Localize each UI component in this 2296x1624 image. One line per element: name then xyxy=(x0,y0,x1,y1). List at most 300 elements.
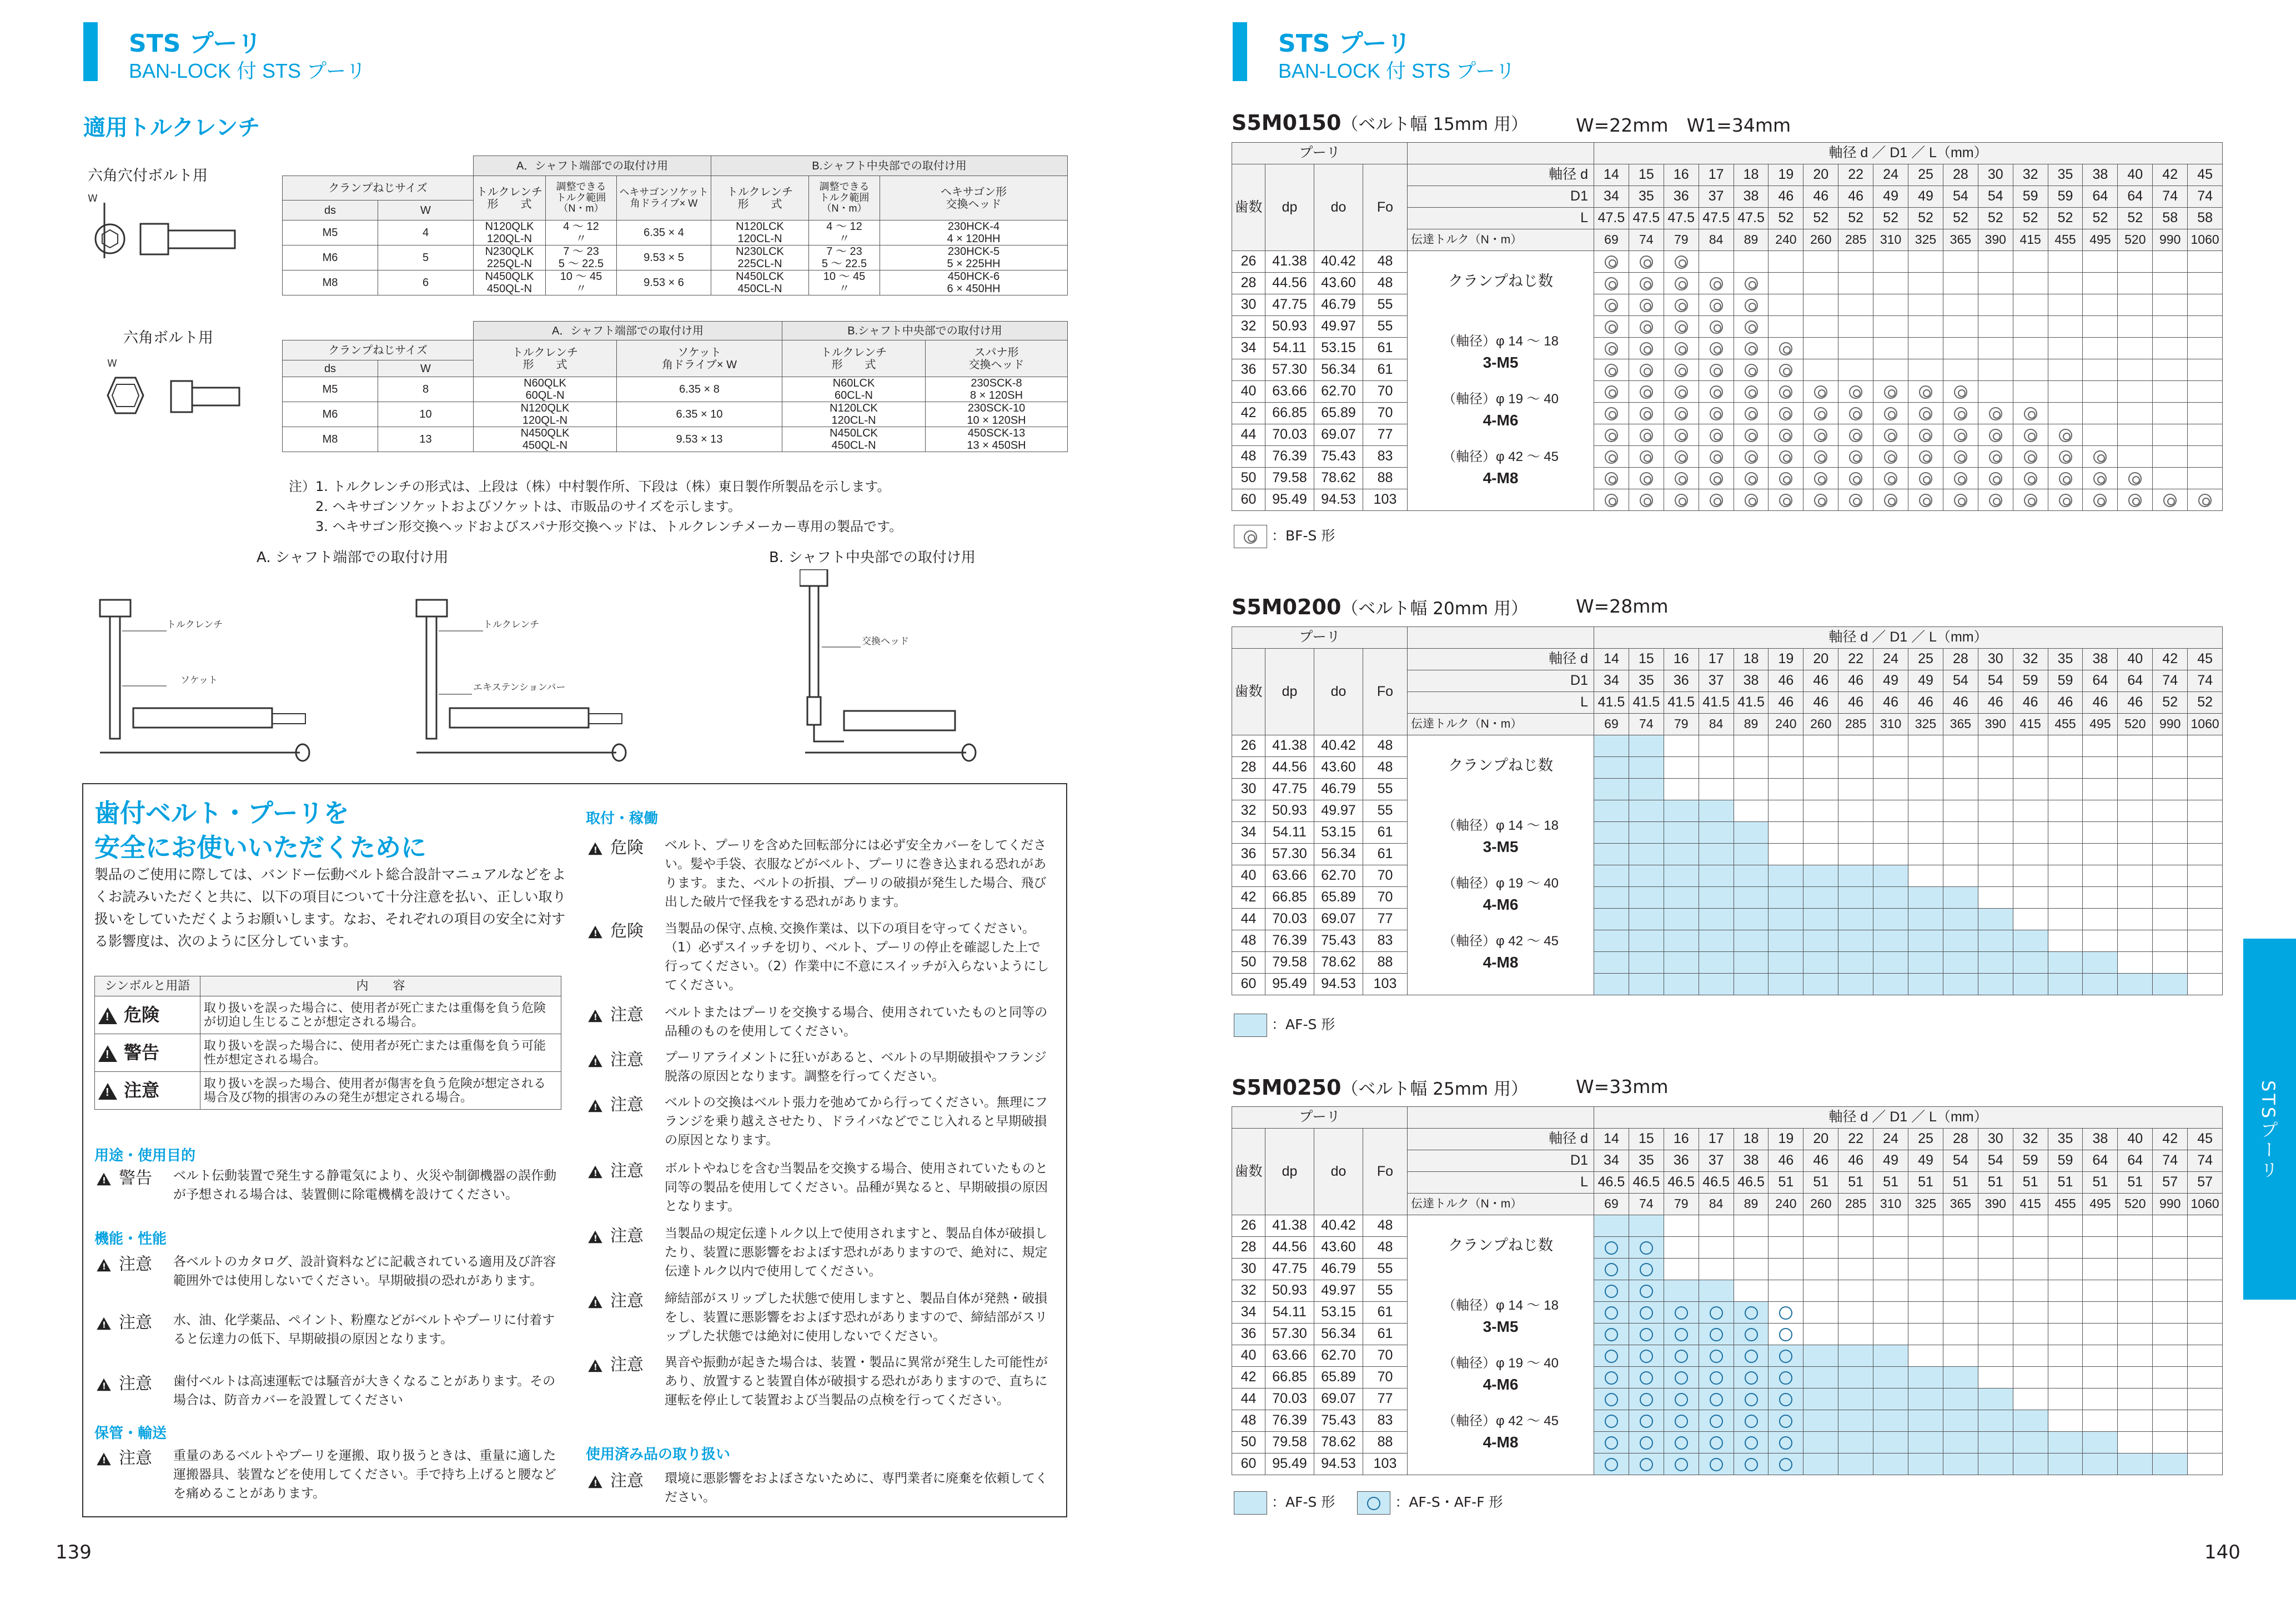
availability-cell xyxy=(2083,1432,2118,1453)
availability-cell xyxy=(2048,251,2083,273)
availability-cell xyxy=(1734,424,1769,446)
availability-cell xyxy=(2083,735,2118,757)
safety-term-text: 注意 xyxy=(610,1005,644,1025)
pulley-cell: 26 xyxy=(1232,251,1265,273)
availability-cell xyxy=(1943,489,1978,511)
availability-cell xyxy=(2083,1367,2118,1389)
clamp-group-range: （軸径）φ 42 〜 45 xyxy=(1443,934,1559,949)
availability-cell xyxy=(1734,294,1769,316)
availability-cell xyxy=(1908,1389,1943,1410)
value-cell: 79 xyxy=(1664,1194,1699,1215)
availability-cell xyxy=(1769,1345,1803,1367)
col-header-dp: dp xyxy=(1265,164,1314,251)
availability-cell xyxy=(1838,1280,1873,1302)
bf-s-mark xyxy=(2093,450,2107,464)
availability-cell xyxy=(1769,930,1803,952)
availability-cell xyxy=(1629,1345,1664,1367)
pulley-row xyxy=(1232,1324,2223,1345)
availability-cell xyxy=(1769,779,1803,800)
value-cell: 18 xyxy=(1734,1129,1769,1150)
value-cell: 1060 xyxy=(2188,1194,2223,1215)
availability-cell xyxy=(1734,779,1769,800)
table-cell: N60LCK 60CL-N xyxy=(782,377,926,402)
af-f-mark xyxy=(1605,1263,1618,1276)
availability-cell xyxy=(2153,1367,2188,1389)
availability-cell xyxy=(2118,1367,2153,1389)
bf-s-mark xyxy=(1605,255,1618,269)
bf-s-mark xyxy=(1710,450,1723,464)
clamp-group-range: （軸径）φ 14 〜 18 xyxy=(1443,1298,1559,1313)
af-f-mark xyxy=(1779,1306,1792,1320)
pulley-header: プーリ xyxy=(1232,1107,1408,1129)
availability-cell xyxy=(2188,757,2223,779)
col-header-fo: Fo xyxy=(1363,164,1408,251)
availability-cell xyxy=(1838,779,1873,800)
af-f-mark xyxy=(1745,1393,1758,1406)
value-cell: 415 xyxy=(2013,1194,2048,1215)
safety-text: ベルト、プーリを含めた回転部分には必ず安全カバーをしてください。髪や手袋、衣服などがベルト、プーリに巻き込まれる恐れがあります。また、ベルトの折損、プーリの破損が発生した場合、飛び出した破片で怪我をする恐れがあります。 xyxy=(665,838,1047,909)
value-cell: 18 xyxy=(1734,164,1769,186)
legend-t3 xyxy=(1234,1491,1503,1515)
availability-cell xyxy=(1838,952,1873,974)
value-cell: 260 xyxy=(1803,1194,1838,1215)
value-cell: 45 xyxy=(2188,1129,2223,1150)
symbol-term-text: 危険 xyxy=(124,1004,160,1025)
availability-cell xyxy=(1978,489,2013,511)
availability-cell xyxy=(1629,1324,1664,1345)
value-cell: 51 xyxy=(1838,1172,1873,1194)
value-cell: 36 xyxy=(1664,1150,1699,1172)
pulley-row xyxy=(1232,1215,2223,1237)
availability-cell xyxy=(1629,1367,1664,1389)
availability-cell xyxy=(1769,887,1803,909)
af-f-mark xyxy=(1779,1415,1792,1428)
pulley-cell: 54.11 xyxy=(1265,1302,1314,1324)
pulley-table-s5m0200 xyxy=(1232,626,2223,995)
right-page-title: STS プーリ xyxy=(1278,29,1411,58)
availability-cell xyxy=(1838,468,1873,489)
value-cell: 22 xyxy=(1838,649,1873,670)
col-header: スパナ形 交換ヘッド xyxy=(926,340,1068,377)
availability-cell xyxy=(1664,1345,1699,1367)
availability-cell xyxy=(1734,489,1769,511)
availability-cell xyxy=(1699,930,1734,952)
pulley-header: プーリ xyxy=(1232,627,1408,649)
safety-text: プーリアライメントに狂いがあると、ベルトの早期破損やフランジ脱落の原因となります。調整を行ってください。 xyxy=(665,1050,1047,1084)
pulley-cell: 48 xyxy=(1363,251,1408,273)
table-cell: N120LCK 120CL-N xyxy=(711,220,809,245)
value-cell: 16 xyxy=(1664,649,1699,670)
table-cell: 9.53 × 13 xyxy=(617,427,782,452)
af-f-mark xyxy=(1745,1350,1758,1363)
availability-cell xyxy=(1594,757,1629,779)
availability-cell xyxy=(1664,735,1699,757)
warning-icon xyxy=(97,1378,111,1391)
clamp-group-range: （軸径）φ 14 〜 18 xyxy=(1443,818,1559,833)
availability-cell xyxy=(2153,403,2188,424)
bf-s-mark xyxy=(2024,429,2037,442)
pulley-cell: 41.38 xyxy=(1265,251,1314,273)
bf-s-mark xyxy=(1745,429,1758,442)
fig-label-head: 交換ヘッド xyxy=(862,636,909,647)
value-cell: 285 xyxy=(1838,229,1873,251)
availability-cell xyxy=(2118,1302,2153,1324)
pulley-cell: 40 xyxy=(1232,381,1265,403)
availability-cell xyxy=(1629,800,1664,822)
availability-cell xyxy=(2188,952,2223,974)
availability-cell xyxy=(2118,316,2153,338)
availability-cell xyxy=(1803,822,1838,844)
availability-cell xyxy=(2013,1259,2048,1280)
table-cell: N230QLK 225QL-N xyxy=(474,245,546,270)
pulley-cell: 40 xyxy=(1232,1345,1265,1367)
value-cell: 64 xyxy=(2083,186,2118,208)
bf-s-mark xyxy=(1605,277,1618,290)
value-cell: 57 xyxy=(2153,1172,2188,1194)
table-cell: 230SCK-10 10 × 120SH xyxy=(926,402,1068,427)
availability-cell xyxy=(1803,1215,1838,1237)
pulley-row xyxy=(1232,446,2223,468)
pulley-cell: 69.07 xyxy=(1314,1389,1363,1410)
availability-cell xyxy=(1734,1259,1769,1280)
bf-s-mark xyxy=(1745,364,1758,377)
bf-s-mark xyxy=(1710,277,1723,290)
pulley-cell: 53.15 xyxy=(1314,338,1363,359)
af-f-mark xyxy=(1779,1328,1792,1341)
availability-cell xyxy=(2188,930,2223,952)
availability-cell xyxy=(2118,1389,2153,1410)
availability-cell xyxy=(1908,952,1943,974)
value-cell: 40 xyxy=(2118,164,2153,186)
availability-cell xyxy=(1908,735,1943,757)
availability-cell xyxy=(1594,779,1629,800)
side-tab-label: STSプーリ xyxy=(2258,1080,2279,1181)
availability-cell xyxy=(2013,1280,2048,1302)
pulley-cell: 48 xyxy=(1363,1237,1408,1259)
bf-s-mark xyxy=(1919,472,1932,485)
availability-cell xyxy=(2153,381,2188,403)
value-cell: 32 xyxy=(2013,649,2048,670)
pulley-cell: 55 xyxy=(1363,294,1408,316)
availability-cell xyxy=(1699,1410,1734,1432)
safety-intro: 製品のご使用に際しては、バンドー伝動ベルト総合設計マニュアルなどをよくお読みいただくと共に、以下の項目について十分注意を払い、正しい取り扱いをしていただくようお願いします。なお、それぞれの項目の安全に対する影響度は、次のように区分しています。 xyxy=(94,866,566,949)
availability-cell xyxy=(1664,844,1699,865)
availability-cell xyxy=(1908,779,1943,800)
availability-cell xyxy=(1594,403,1629,424)
value-cell: 52 xyxy=(1803,208,1838,229)
availability-cell xyxy=(1734,1302,1769,1324)
availability-cell xyxy=(2013,952,2048,974)
availability-cell xyxy=(1943,446,1978,468)
availability-cell xyxy=(1838,1389,1873,1410)
availability-cell xyxy=(1629,1259,1664,1280)
availability-cell xyxy=(1943,1324,1978,1345)
warning-icon xyxy=(588,1295,602,1308)
availability-cell xyxy=(1908,338,1943,359)
bf-s-mark xyxy=(1675,450,1688,464)
value-cell: 47.5 xyxy=(1664,208,1699,229)
availability-cell xyxy=(2083,446,2118,468)
pulley-cell: 69.07 xyxy=(1314,424,1363,446)
availability-cell xyxy=(1594,359,1629,381)
value-cell: 74 xyxy=(1629,229,1664,251)
table-cell: 10 〜 45 〃 xyxy=(809,270,880,295)
availability-cell xyxy=(1769,338,1803,359)
value-cell: 310 xyxy=(1873,229,1908,251)
availability-cell xyxy=(2048,930,2083,952)
table-cell: 10 〜 45 〃 xyxy=(546,270,617,295)
value-cell: 30 xyxy=(1978,649,2013,670)
value-cell: 52 xyxy=(2118,208,2153,229)
availability-cell xyxy=(1803,909,1838,930)
header-blank xyxy=(1408,143,1594,164)
safety-term xyxy=(586,1467,644,1491)
clamp-group-screw: 4-M8 xyxy=(1483,1433,1519,1451)
table-cell: 230SCK-8 8 × 120SH xyxy=(926,377,1068,402)
availability-cell xyxy=(2013,1215,2048,1237)
value-cell: 14 xyxy=(1594,1129,1629,1150)
availability-cell xyxy=(2013,359,2048,381)
value-cell: 19 xyxy=(1769,1129,1803,1150)
safety-text: ベルトの交換はベルト張力を弛めてから行ってください。無理にフランジを乗り越えさせたり、ドライバなどでこじ入れると早期破損の原因となります。 xyxy=(665,1095,1048,1147)
bf-s-mark xyxy=(1919,450,1932,464)
availability-cell xyxy=(1664,1367,1699,1389)
warning-icon xyxy=(588,1099,602,1112)
availability-cell xyxy=(1873,359,1908,381)
availability-cell xyxy=(1908,822,1943,844)
availability-cell xyxy=(1803,1453,1838,1475)
safety-term xyxy=(586,1157,644,1181)
availability-cell xyxy=(1734,316,1769,338)
bf-s-mark xyxy=(1954,494,1967,507)
availability-cell xyxy=(2048,359,2083,381)
availability-cell xyxy=(1594,446,1629,468)
value-cell: 28 xyxy=(1943,1129,1978,1150)
availability-cell xyxy=(1873,1324,1908,1345)
pulley-cell: 56.34 xyxy=(1314,844,1363,865)
pulley-cell: 62.70 xyxy=(1314,1345,1363,1367)
availability-cell xyxy=(2083,887,2118,909)
pulley-cell: 54.11 xyxy=(1265,338,1314,359)
bf-s-mark xyxy=(2059,494,2072,507)
availability-cell xyxy=(1803,1280,1838,1302)
availability-cell xyxy=(1734,844,1769,865)
availability-cell xyxy=(1734,381,1769,403)
value-cell: 41.5 xyxy=(1594,692,1629,714)
pulley-cell: 48 xyxy=(1363,273,1408,294)
availability-cell xyxy=(1769,909,1803,930)
bf-s-mark xyxy=(2093,472,2107,485)
pulley-row xyxy=(1232,1302,2223,1324)
bf-s-mark xyxy=(1745,472,1758,485)
value-cell: 38 xyxy=(1734,186,1769,208)
bf-s-mark xyxy=(1675,299,1688,312)
availability-cell xyxy=(1838,974,1873,995)
availability-cell xyxy=(2048,489,2083,511)
pulley-cell: 79.58 xyxy=(1265,952,1314,974)
af-f-mark xyxy=(1640,1285,1653,1298)
value-cell: 52 xyxy=(1978,208,2013,229)
af-f-mark xyxy=(1605,1350,1618,1363)
col-header: 調整できる トルク範囲 （N・m） xyxy=(546,176,617,220)
availability-cell xyxy=(2188,822,2223,844)
safety-section-title: 用途・使用目的 xyxy=(94,1147,196,1164)
availability-cell xyxy=(1629,1237,1664,1259)
availability-cell xyxy=(1664,974,1699,995)
availability-cell xyxy=(1873,273,1908,294)
pulley-cell: 50.93 xyxy=(1265,316,1314,338)
availability-cell xyxy=(1769,1389,1803,1410)
value-cell: 46 xyxy=(1803,670,1838,692)
af-f-mark xyxy=(1640,1436,1653,1450)
availability-cell xyxy=(2188,1259,2223,1280)
availability-cell xyxy=(2153,887,2188,909)
section-title: 適用トルクレンチ xyxy=(83,115,260,141)
safety-term xyxy=(586,1046,644,1070)
availability-cell xyxy=(1769,446,1803,468)
value-cell: 74 xyxy=(2153,670,2188,692)
pulley-cell: 70 xyxy=(1363,1345,1408,1367)
bf-s-mark xyxy=(1954,429,1967,442)
table-row xyxy=(283,220,1068,245)
safety-term-text: 危険 xyxy=(610,921,644,941)
pulley-cell: 32 xyxy=(1232,316,1265,338)
clamp-group-range: （軸径）φ 42 〜 45 xyxy=(1443,449,1559,464)
t1-name: S5M0150 xyxy=(1232,111,1342,135)
pulley-row xyxy=(1232,822,2223,844)
availability-cell xyxy=(2153,468,2188,489)
note-2: 2. ヘキサゴンソケットおよびソケットは、市販品のサイズを示します。 xyxy=(315,499,741,514)
availability-cell xyxy=(1978,1259,2013,1280)
availability-cell xyxy=(1873,251,1908,273)
value-cell: 46.5 xyxy=(1699,1172,1734,1194)
availability-cell xyxy=(1734,930,1769,952)
value-cell: 46 xyxy=(2118,692,2153,714)
value-cell: 46 xyxy=(1838,692,1873,714)
safety-text: ボルトやねじを含む当製品を交換する場合、使用されていたものと同等の製品を使用してください。品種が異なると、早期破損の原因となります。 xyxy=(665,1161,1048,1214)
pulley-cell: 36 xyxy=(1232,844,1265,865)
availability-cell xyxy=(1594,273,1629,294)
availability-cell xyxy=(2048,316,2083,338)
availability-cell xyxy=(1943,779,1978,800)
availability-cell xyxy=(1699,1367,1734,1389)
ds-header: ds xyxy=(283,201,378,220)
pulley-cell: 61 xyxy=(1363,822,1408,844)
safety-text: 歯付ベルトは高速運転では騒音が大きくなることがあります。その場合は、防音カバーを設置してください xyxy=(173,1374,556,1407)
availability-cell xyxy=(2083,952,2118,974)
availability-cell xyxy=(2048,865,2083,887)
pulley-cell: 76.39 xyxy=(1265,930,1314,952)
availability-cell xyxy=(2013,403,2048,424)
availability-cell xyxy=(1838,1432,1873,1453)
availability-cell xyxy=(1803,1389,1838,1410)
value-cell: 16 xyxy=(1664,1129,1699,1150)
availability-cell xyxy=(1734,887,1769,909)
availability-cell xyxy=(2048,1302,2083,1324)
availability-cell xyxy=(2118,974,2153,995)
availability-cell xyxy=(1943,865,1978,887)
pulley-cell: 61 xyxy=(1363,1324,1408,1345)
value-cell: 22 xyxy=(1838,1129,1873,1150)
table-cell: 230HCK-4 4 × 120HH xyxy=(880,220,1068,245)
availability-cell xyxy=(1803,757,1838,779)
left-page-title: STS プーリ xyxy=(129,29,262,58)
value-cell: 59 xyxy=(2013,670,2048,692)
bolt-label-hex: 六角ボルト用 xyxy=(123,329,213,347)
col-header-fo: Fo xyxy=(1363,649,1408,735)
availability-cell xyxy=(2013,1367,2048,1389)
availability-cell xyxy=(2048,952,2083,974)
pulley-cell: 60 xyxy=(1232,1453,1265,1475)
availability-cell xyxy=(1734,822,1769,844)
availability-cell xyxy=(1873,974,1908,995)
bf-s-mark xyxy=(1640,299,1653,312)
pulley-cell: 62.70 xyxy=(1314,865,1363,887)
availability-cell xyxy=(1699,1389,1734,1410)
availability-cell xyxy=(1978,1367,2013,1389)
bf-s-mark xyxy=(1779,429,1792,442)
pulley-cell: 47.75 xyxy=(1265,1259,1314,1280)
availability-cell xyxy=(1769,359,1803,381)
availability-cell xyxy=(2048,887,2083,909)
pulley-cell: 83 xyxy=(1363,1410,1408,1432)
bf-s-mark xyxy=(1710,320,1723,334)
legend-swatch xyxy=(1234,1014,1267,1037)
availability-cell xyxy=(1873,1367,1908,1389)
availability-cell xyxy=(1838,1324,1873,1345)
safety-text: 水、油、化学薬品、ペイント、粉塵などがベルトやプーリに付着すると伝達力の低下、早期破損の原因となります。 xyxy=(173,1313,555,1346)
bf-s-mark xyxy=(2024,450,2037,464)
warning-icon xyxy=(588,1475,602,1488)
value-cell: 28 xyxy=(1943,649,1978,670)
value-cell: 310 xyxy=(1873,1194,1908,1215)
availability-cell xyxy=(1908,1345,1943,1367)
availability-cell xyxy=(2048,822,2083,844)
bf-s-mark xyxy=(1814,407,1827,420)
t3-heading xyxy=(1232,1075,1528,1100)
availability-cell xyxy=(1734,1389,1769,1410)
value-cell: 54 xyxy=(1943,1150,1978,1172)
availability-cell xyxy=(1664,757,1699,779)
availability-cell xyxy=(1908,316,1943,338)
availability-cell xyxy=(1699,1215,1734,1237)
pulley-row xyxy=(1232,757,2223,779)
pulley-cell: 48 xyxy=(1363,735,1408,757)
note-1: 注）1. トルクレンチの形式は、上段は（株）中村製作所、下段は（株）東日製作所製品を示します。 xyxy=(289,479,891,494)
availability-cell xyxy=(2188,800,2223,822)
availability-cell xyxy=(2013,779,2048,800)
pulley-cell: 70 xyxy=(1363,887,1408,909)
value-cell: 47.5 xyxy=(1629,208,1664,229)
availability-cell xyxy=(1943,424,1978,446)
availability-cell xyxy=(2048,757,2083,779)
availability-cell xyxy=(1908,446,1943,468)
bf-s-mark xyxy=(1849,407,1862,420)
value-cell: 46.5 xyxy=(1594,1172,1629,1194)
value-cell: 45 xyxy=(2188,649,2223,670)
safety-term-text: 警告 xyxy=(119,1169,152,1188)
availability-cell xyxy=(1699,952,1734,974)
bf-s-mark xyxy=(1919,407,1932,420)
availability-cell xyxy=(2118,1237,2153,1259)
pulley-cell: 42 xyxy=(1232,887,1265,909)
safety-text: ベルト伝動装置で発生する静電気により、火災や制御機器の誤作動が予想される場合は、装置側に除電機構を設けてください。 xyxy=(173,1169,556,1202)
clamp-area xyxy=(1408,1215,1594,1475)
pulley-row xyxy=(1232,1367,2223,1389)
availability-cell xyxy=(1769,735,1803,757)
value-cell: 51 xyxy=(1908,1172,1943,1194)
clamp-group-range: （軸径）φ 42 〜 45 xyxy=(1443,1414,1559,1428)
